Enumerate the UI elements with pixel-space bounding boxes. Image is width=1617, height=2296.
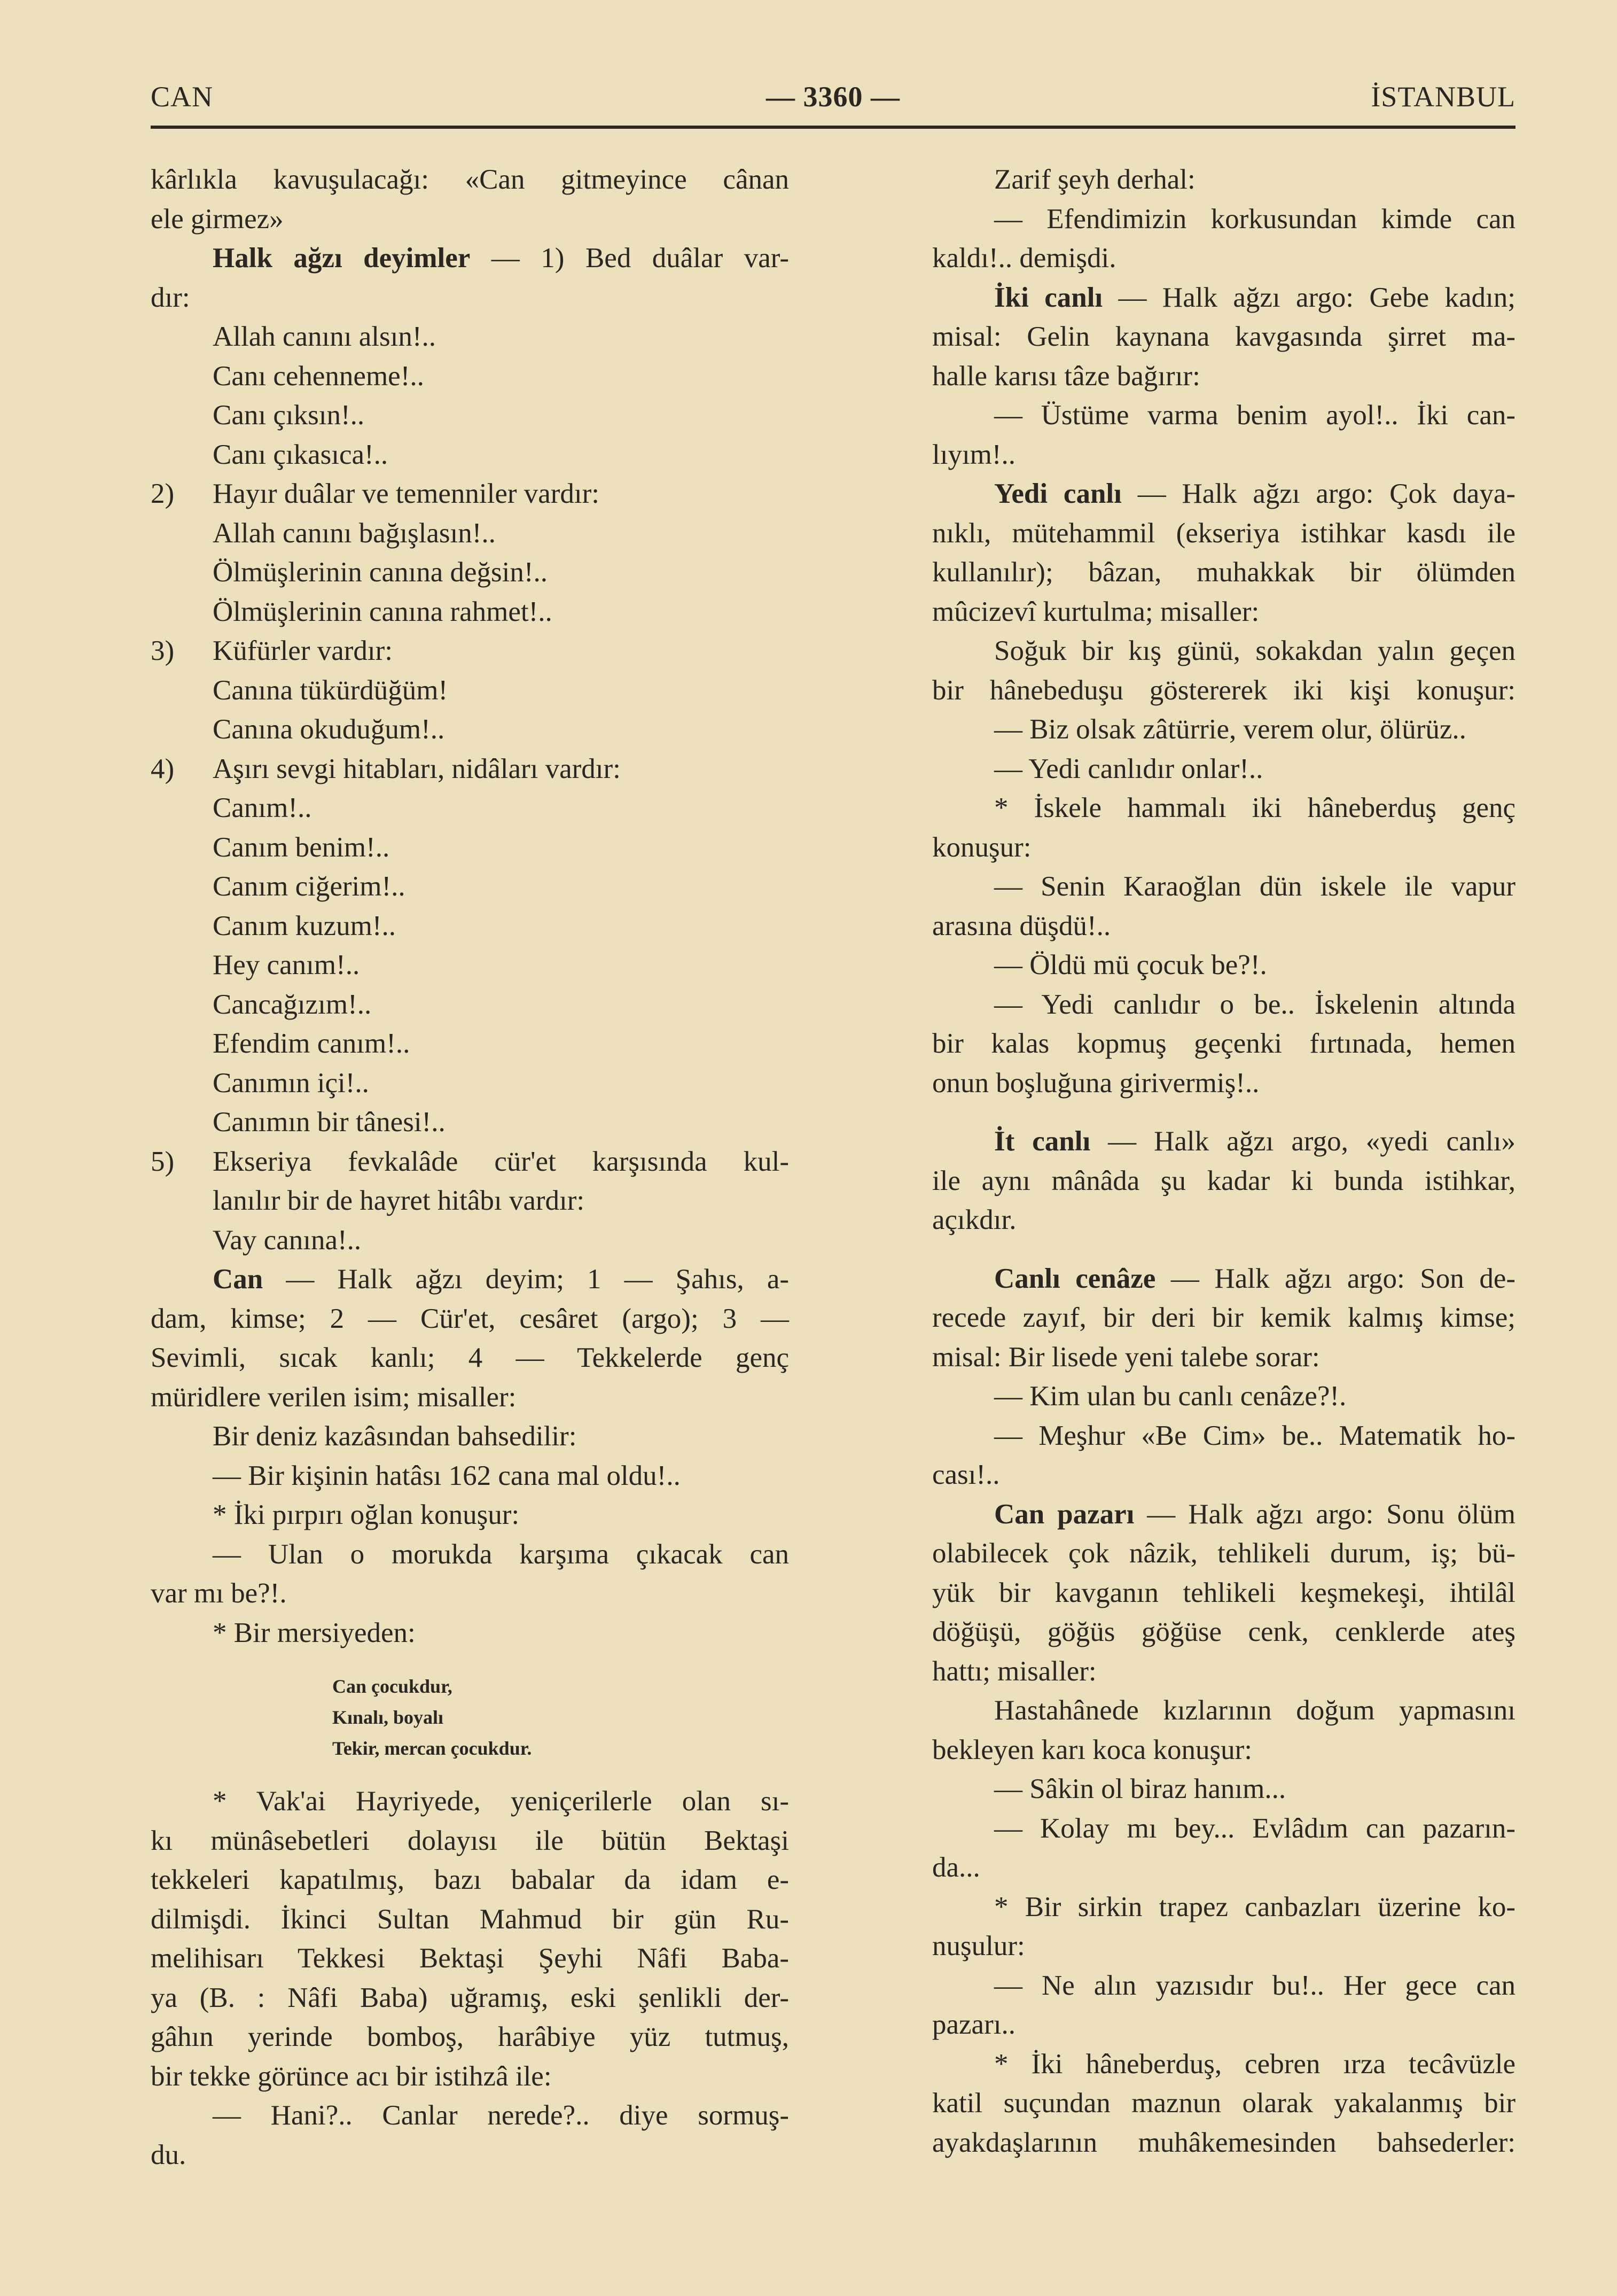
text-line: Canım kuzum!..	[213, 910, 396, 941]
text-line: müridlere verilen isim; misaller:	[151, 1381, 517, 1413]
item-text: Küfürler vardır:	[213, 635, 393, 666]
text-line: — Hani?.. Canlar nerede?.. diye sormuş-	[213, 2100, 789, 2131]
text-line: Bir deniz kazâsından bahsedilir:	[213, 1421, 577, 1452]
numbered-item	[151, 632, 789, 671]
text-line: lanılır bir de hayret hitâbı vardır:	[213, 1185, 585, 1216]
text-line: kârlıkla kavuşulacağı: «Can gitmeyince cânan	[151, 164, 789, 195]
text-line: dır:	[151, 282, 190, 313]
header-rule	[151, 126, 1516, 129]
text-line: ele girmez»	[151, 203, 284, 235]
text-line: nuşulur:	[932, 1931, 1025, 1962]
text-line: cası!..	[932, 1459, 1000, 1490]
text-line: bir tekke görünce acı bir istihzâ ile:	[151, 2060, 552, 2092]
header-right: İSTANBUL	[1371, 81, 1516, 113]
text-line: * Bir mersiyeden:	[213, 1617, 416, 1648]
entry-term: Yedi canlı	[994, 478, 1122, 509]
text-line: — Biz olsak zâtürrie, verem olur, ölürüz..	[994, 714, 1466, 745]
text-line: açıkdır.	[932, 1204, 1017, 1235]
text-line: Hastahânede kızlarının doğum yapmasını	[994, 1695, 1516, 1726]
text-line: arasına düşdü!..	[932, 910, 1111, 941]
text-line: ayakdaşlarının muhâkemesinden bahsederler:	[932, 2127, 1516, 2158]
text-line: bekleyen karı koca konuşur:	[932, 1734, 1252, 1765]
text-line: pazarı..	[932, 2009, 1015, 2040]
text-line: Canına okuduğum!..	[213, 714, 445, 745]
text-line: — Bir kişinin hatâsı 162 cana mal oldu!..	[213, 1460, 681, 1491]
text-line: Ölmüşlerinin canına değsin!..	[213, 557, 548, 588]
text-line: — Ne alın yazısıdır bu!.. Her gece can	[994, 1970, 1516, 2001]
left-column	[151, 160, 789, 2175]
entry-term: Can pazarı	[994, 1498, 1135, 1530]
numbered-item	[151, 750, 789, 789]
text-line: kullanılır); bâzan, muhakkak bir ölümden	[932, 557, 1516, 588]
entry-text: — Halk ağzı argo: Çok daya-	[1121, 478, 1516, 509]
text-line: döğüşü, göğüs göğüse cenk, cenklerde ateş	[932, 1616, 1516, 1647]
page-number: — 3360 —	[766, 81, 900, 113]
text-line: Canım benim!..	[213, 831, 390, 863]
poem-line: Can çocukdur,	[332, 1676, 452, 1697]
entry-term: İt canlı	[994, 1126, 1091, 1157]
text-line	[932, 1122, 1516, 1162]
text-line: Hey canım!..	[213, 949, 360, 980]
text-line: melihisarı Tekkesi Bektaşi Şeyhi Nâfi Baba-	[151, 1943, 789, 1974]
text-line: — Yedi canlıdır o be.. İskelenin altında	[994, 989, 1516, 1020]
entry-text: — 1) Bed duâlar var-	[470, 243, 789, 274]
header-left: CAN	[151, 81, 214, 113]
text-line: tekkeleri kapatılmış, bazı babalar da idam e-	[151, 1864, 789, 1895]
entry-term: Halk ağzı deyimler	[213, 243, 471, 274]
text-line	[932, 474, 1516, 514]
page-header	[151, 80, 1516, 123]
text-line: * İki hâneberduş, cebren ırza tecâvüzle	[994, 2048, 1516, 2080]
text-line: misal: Gelin kaynana kavgasında şirret ma-	[932, 321, 1516, 352]
text-line	[151, 239, 789, 278]
text-line: halle karısı tâze bağırır:	[932, 360, 1200, 392]
text-line: Canı çıksın!..	[213, 400, 365, 431]
poem-line: Kınalı, boyalı	[332, 1707, 444, 1728]
text-line: konuşur:	[932, 831, 1032, 863]
text-line: Canım!..	[213, 792, 312, 823]
entry-term: İki canlı	[994, 282, 1103, 313]
text-line: Canına tükürdüğüm!	[213, 674, 448, 706]
text-line: ile aynı mânâda şu kadar ki bunda istihkar,	[932, 1165, 1516, 1196]
text-line: — Yedi canlıdır onlar!..	[994, 753, 1263, 784]
text-line	[932, 1259, 1516, 1299]
entry-term: Canlı cenâze	[994, 1263, 1156, 1294]
text-line: Soğuk bir kış günü, sokakdan yalın geçen	[994, 635, 1516, 666]
text-line: * Vak'ai Hayriyede, yeniçerilerle olan sı-	[213, 1786, 789, 1817]
item-text: Ekseriya fevkalâde cür'et karşısında kul-	[213, 1146, 789, 1177]
text-line: — Senin Karaoğlan dün iskele ile vapur	[994, 871, 1516, 902]
text-line: — Kim ulan bu canlı cenâze?!.	[994, 1381, 1347, 1412]
text-line: dilmişdi. İkinci Sultan Mahmud bir gün Ru-	[151, 1903, 789, 1935]
text-line: Canımın bir tânesi!..	[213, 1107, 446, 1138]
text-line: yük bir kavganın tehlikeli keşmekeşi, ihtilâl	[932, 1577, 1516, 1608]
text-line: Allah canını bağışlasın!..	[213, 517, 496, 549]
numbered-item	[151, 1142, 789, 1182]
text-line: kı münâsebetleri dolayısı ile bütün Bektaşi	[151, 1825, 789, 1856]
text-line: lıyım!..	[932, 439, 1016, 470]
item-text: Aşırı sevgi hitabları, nidâları vardır:	[213, 753, 621, 784]
text-line: mûcizevî kurtulma; misaller:	[932, 596, 1260, 627]
text-line: Canımın içi!..	[213, 1067, 369, 1099]
text-line: Ölmüşlerinin canına rahmet!..	[213, 596, 552, 627]
text-line: Canı çıkasıca!..	[213, 439, 388, 470]
text-line: * İki pırpırı oğlan konuşur:	[213, 1499, 520, 1530]
entry-text: — Halk ağzı deyim; 1 — Şahıs, a-	[263, 1264, 789, 1295]
text-line	[932, 278, 1516, 318]
entry-term: Can	[213, 1264, 263, 1295]
text-line: — Ulan o morukda karşıma çıkacak can	[213, 1538, 789, 1570]
text-line: da...	[932, 1852, 980, 1883]
text-line: * Bir sirkin trapez canbazları üzerine ko-	[994, 1891, 1516, 1923]
text-line: Canı cehenneme!..	[213, 360, 424, 392]
text-line	[151, 1260, 789, 1299]
numbered-item	[151, 474, 789, 514]
item-number: 5)	[151, 1146, 175, 1177]
text-line: gâhın yerinde bomboş, harâbiye yüz tutmuş,	[151, 2021, 789, 2052]
text-line: kaldı!.. demişdi.	[932, 243, 1116, 274]
text-line: misal: Bir lisede yeni talebe sorar:	[932, 1341, 1320, 1373]
text-line: bir hânebeduşu göstererek iki kişi konuşur:	[932, 674, 1516, 706]
text-line: var mı be?!.	[151, 1578, 287, 1609]
text-line: Efendim canım!..	[213, 1028, 410, 1059]
text-line: — Efendimizin korkusundan kimde can	[994, 203, 1516, 235]
text-line: nıklı, mütehammil (ekseriya istihkar kasdı ile	[932, 517, 1516, 549]
text-line: bir kalas kopmuş geçenki fırtınada, hemen	[932, 1028, 1516, 1059]
text-line: — Üstüme varma benim ayol!.. İki can-	[994, 400, 1516, 431]
text-line: recede zayıf, bir deri bir kemik kalmış kimse;	[932, 1302, 1516, 1333]
item-number: 4)	[151, 753, 175, 784]
text-line: Sevimli, sıcak kanlı; 4 — Tekkelerde genç	[151, 1342, 789, 1373]
text-line: Zarif şeyh derhal:	[994, 164, 1196, 195]
entry-text: — Halk ağzı argo, «yedi canlı»	[1090, 1126, 1516, 1157]
text-line: onun boşluğuna girivermiş!..	[932, 1067, 1260, 1099]
text-line: — Meşhur «Be Cim» be.. Matematik ho-	[994, 1420, 1516, 1451]
text-line: Vay canına!..	[213, 1224, 362, 1256]
text-line: ya (B. : Nâfi Baba) uğramış, eski şenlikli der-	[151, 1982, 789, 2013]
item-text: Hayır duâlar ve temenniler vardır:	[213, 478, 600, 509]
text-line: katil suçundan maznun olarak yakalanmış bir	[932, 2088, 1516, 2119]
text-line: — Sâkin ol biraz hanım...	[994, 1773, 1286, 1804]
item-number: 3)	[151, 635, 175, 666]
entry-text: — Halk ağzı argo: Son de-	[1155, 1263, 1516, 1294]
text-line: hattı; misaller:	[932, 1655, 1097, 1687]
text-line: Allah canını alsın!..	[213, 321, 436, 352]
text-line: — Öldü mü çocuk be?!.	[994, 949, 1267, 980]
text-line: * İskele hammalı iki hâneberduş genç	[994, 792, 1516, 823]
item-number: 2)	[151, 478, 175, 509]
poem-line: Tekir, mercan çocukdur.	[332, 1738, 532, 1759]
text-line: olabilecek çok nâzik, tehlikeli durum, iş; bü-	[932, 1538, 1516, 1569]
text-line: Cancağızım!..	[213, 989, 372, 1020]
entry-text: — Halk ağzı argo: Gebe kadın;	[1103, 282, 1516, 313]
entry-text: — Halk ağzı argo: Sonu ölüm	[1134, 1498, 1516, 1530]
text-line: Canım ciğerim!..	[213, 871, 405, 902]
text-line: dam, kimse; 2 — Cür'et, cesâret (argo); 3 —	[151, 1303, 789, 1334]
text-line: — Kolay mı bey... Evlâdım can pazarın-	[994, 1812, 1516, 1844]
text-line: du.	[151, 2139, 186, 2170]
right-column	[932, 160, 1516, 2162]
text-line	[932, 1495, 1516, 1535]
